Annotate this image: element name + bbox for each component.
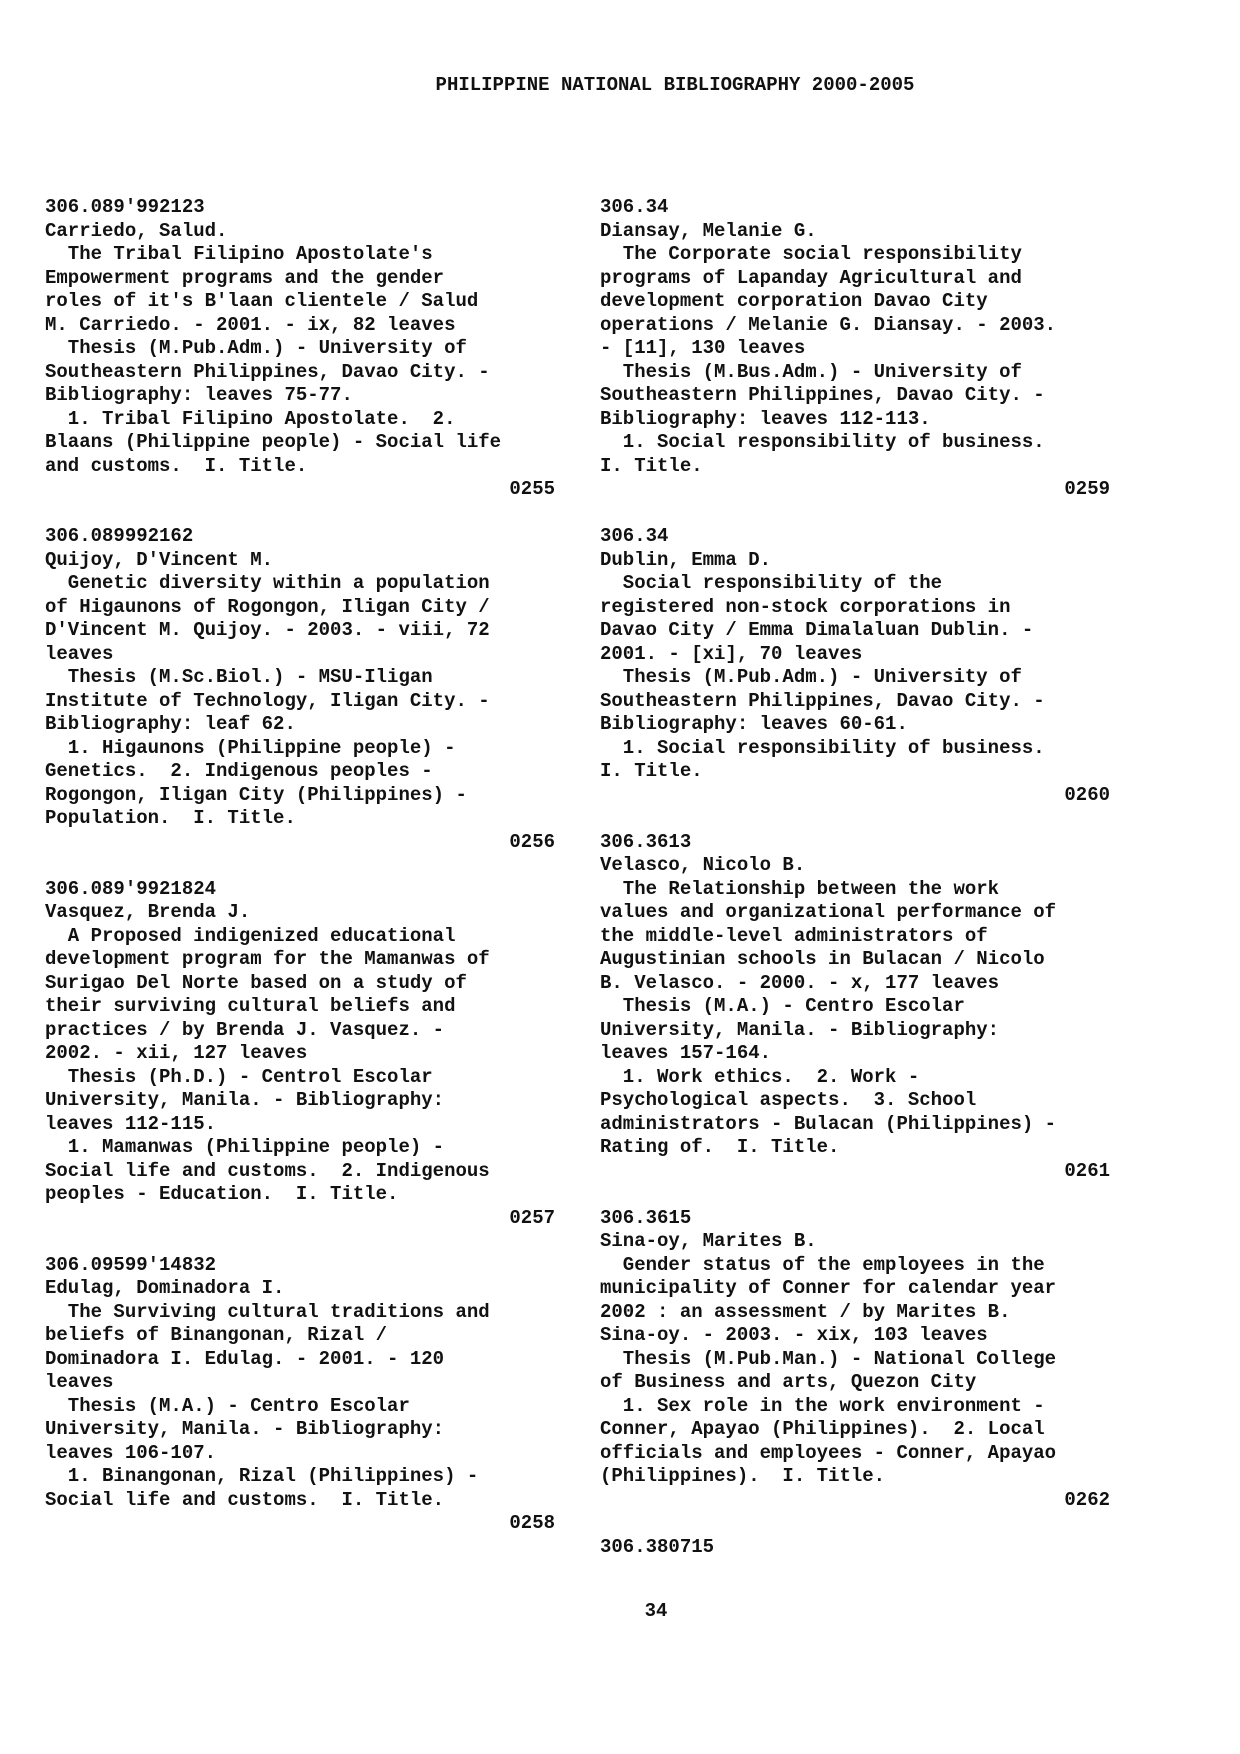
entry-line: Surigao Del Norte based on a study of <box>45 971 467 994</box>
entry-line: Rating of. I. Title. <box>600 1136 840 1158</box>
entry-line: Thesis (M.Pub.Man.) - National College <box>600 1347 1057 1370</box>
entry-line: Southeastern Philippines, Davao City. - <box>600 384 1045 406</box>
entry-author: Dublin, Emma D. <box>600 548 772 571</box>
right-column <box>600 196 1110 1559</box>
call-number: 306.089'992123 <box>45 196 205 218</box>
entry-line: The Corporate social responsibility <box>600 243 1022 265</box>
entry-line: Sina-oy. - 2003. - xix, 103 leaves <box>600 1324 988 1346</box>
entry-line: I. Title. <box>600 760 703 782</box>
entry-author: Quijoy, D'Vincent M. <box>45 548 274 571</box>
entry-line: - [11], 130 leaves <box>600 337 806 359</box>
entry-author: Carriedo, Salud. <box>45 219 228 242</box>
entry-line: development program for the Mamanwas of <box>45 948 490 970</box>
entry-line: Psychological aspects. 3. School <box>600 1089 977 1111</box>
entry-line: Bibliography: leaf 62. <box>45 713 296 735</box>
entry-line: Dominadora I. Edulag. - 2001. - 120 <box>45 1347 445 1370</box>
page-number: 34 <box>644 1600 668 1622</box>
bibliography-entry <box>45 1254 555 1536</box>
entry-line: D'Vincent M. Quijoy. - 2003. - viii, 72 <box>45 619 490 641</box>
bibliography-entry <box>600 831 1110 1184</box>
entry-number: 0258 <box>509 1512 555 1534</box>
entry-line: University, Manila. - Bibliography: <box>45 1089 445 1111</box>
entry-line: operations / Melanie G. Diansay. - 2003. <box>600 313 1057 336</box>
entry-line: leaves 112-115. <box>45 1112 217 1135</box>
entry-line: 1. Social responsibility of business. <box>600 736 1045 759</box>
entry-line: I. Title. <box>600 454 703 477</box>
call-number: 306.34 <box>600 525 669 547</box>
entry-line: Thesis (M.Sc.Biol.) - MSU-Iligan <box>45 666 433 688</box>
entry-line: Augustinian schools in Bulacan / Nicolo <box>600 948 1045 970</box>
entry-number: 0256 <box>509 830 555 853</box>
entry-line: Thesis (M.A.) - Centro Escolar <box>600 995 965 1017</box>
entry-line: 1. Tribal Filipino Apostolate. 2. <box>45 407 456 430</box>
entry-line: Thesis (M.A.) - Centro Escolar <box>45 1394 410 1417</box>
entry-line: Southeastern Philippines, Davao City. - <box>600 689 1045 712</box>
entry-line: The Tribal Filipino Apostolate's <box>45 243 433 265</box>
entry-line: Rogongon, Iligan City (Philippines) - <box>45 783 467 806</box>
entry-line: Bibliography: leaves 75-77. <box>45 384 353 406</box>
entry-line: 1. Binangonan, Rizal (Philippines) - <box>45 1465 479 1487</box>
entry-line: values and organizational performance of <box>600 901 1057 923</box>
entry-author: Diansay, Melanie G. <box>600 219 817 242</box>
entry-line: Population. I. Title. <box>45 807 296 829</box>
bibliography-entry <box>45 525 555 854</box>
entry-line: The Relationship between the work <box>600 877 1000 900</box>
entry-number: 0259 <box>1064 478 1110 500</box>
entry-line: Blaans (Philippine people) - Social life <box>45 431 502 453</box>
entry-line: Conner, Apayao (Philippines). 2. Local <box>600 1418 1045 1440</box>
entry-line: B. Velasco. - 2000. - x, 177 leaves <box>600 971 1000 994</box>
entry-line: officials and employees - Conner, Apayao <box>600 1441 1057 1464</box>
entry-line: Social responsibility of the <box>600 572 943 594</box>
entry-line: Thesis (M.Bus.Adm.) - University of <box>600 360 1022 383</box>
entry-line: Bibliography: leaves 60-61. <box>600 713 908 735</box>
bibliography-entry <box>45 878 555 1231</box>
entry-line: University, Manila. - Bibliography: <box>45 1418 445 1440</box>
call-number: 306.380715 <box>600 1535 715 1558</box>
left-column <box>45 196 555 1559</box>
bibliography-entry <box>600 1207 1110 1513</box>
entry-line: roles of it's B'laan clientele / Salud <box>45 290 479 312</box>
entry-line: 1. Mamanwas (Philippine people) - <box>45 1136 445 1158</box>
entry-line: University, Manila. - Bibliography: <box>600 1018 1000 1041</box>
entry-line: 2002 : an assessment / by Marites B. <box>600 1300 1011 1323</box>
entry-line: 1. Work ethics. 2. Work - <box>600 1065 920 1088</box>
entry-line: Institute of Technology, Iligan City. - <box>45 689 490 712</box>
entry-line: 2002. - xii, 127 leaves <box>45 1042 308 1064</box>
entry-author: Edulag, Dominadora I. <box>45 1277 285 1299</box>
entry-line: Genetic diversity within a population <box>45 572 490 594</box>
entry-line: leaves <box>45 642 114 665</box>
entry-line: practices / by Brenda J. Vasquez. - <box>45 1018 445 1041</box>
entry-line: leaves <box>45 1371 114 1393</box>
entry-line: Thesis (M.Pub.Adm.) - University of <box>45 337 467 359</box>
call-number: 306.34 <box>600 196 669 218</box>
entry-line: their surviving cultural beliefs and <box>45 995 456 1017</box>
entry-line: Thesis (M.Pub.Adm.) - University of <box>600 666 1022 688</box>
entry-line: Bibliography: leaves 112-113. <box>600 407 931 430</box>
entry-line: The Surviving cultural traditions and <box>45 1300 490 1323</box>
entry-author: Vasquez, Brenda J. <box>45 901 251 923</box>
call-number: 306.3615 <box>600 1206 692 1229</box>
entry-line: 1. Sex role in the work environment - <box>600 1394 1045 1417</box>
entry-line: Genetics. 2. Indigenous peoples - <box>45 760 433 782</box>
entry-line: 1. Higaunons (Philippine people) - <box>45 736 456 759</box>
entry-line: administrators - Bulacan (Philippines) - <box>600 1112 1057 1135</box>
call-number: 306.089992162 <box>45 525 194 547</box>
entry-line: beliefs of Binangonan, Rizal / <box>45 1324 388 1346</box>
bibliography-entry <box>600 525 1110 807</box>
entry-number: 0260 <box>1064 783 1110 806</box>
entry-line: 2001. - [xi], 70 leaves <box>600 642 863 665</box>
entry-line: municipality of Conner for calendar year <box>600 1277 1057 1299</box>
call-number: 306.09599'14832 <box>45 1253 217 1276</box>
entry-author: Sina-oy, Marites B. <box>600 1230 817 1252</box>
entry-line: leaves 106-107. <box>45 1441 217 1464</box>
entry-line: registered non-stock corporations in <box>600 595 1011 618</box>
entry-line: programs of Lapanday Agricultural and <box>600 266 1022 289</box>
entry-line: Southeastern Philippines, Davao City. - <box>45 360 490 383</box>
entry-line: Social life and customs. I. Title. <box>45 1488 445 1511</box>
entry-line: leaves 157-164. <box>600 1042 772 1064</box>
entry-line: 1. Social responsibility of business. <box>600 431 1045 453</box>
bibliography-entry <box>600 196 1110 502</box>
call-number: 306.089'9921824 <box>45 877 217 900</box>
entry-line: peoples - Education. I. Title. <box>45 1183 399 1205</box>
entry-line: (Philippines). I. Title. <box>600 1465 886 1487</box>
entry-author: Velasco, Nicolo B. <box>600 854 806 876</box>
entry-line: and customs. I. Title. <box>45 454 308 477</box>
entry-line: of Business and arts, Quezon City <box>600 1371 977 1393</box>
call-number: 306.3613 <box>600 830 692 853</box>
entry-line: Empowerment programs and the gender <box>45 266 445 289</box>
entry-line: Davao City / Emma Dimalaluan Dublin. - <box>600 619 1034 641</box>
entry-line: M. Carriedo. - 2001. - ix, 82 leaves <box>45 313 456 336</box>
entry-line: Social life and customs. 2. Indigenous <box>45 1159 490 1182</box>
entry-line: of Higaunons of Rogongon, Iligan City / <box>45 595 490 618</box>
entry-number: 0255 <box>509 478 555 500</box>
page-header: PHILIPPINE NATIONAL BIBLIOGRAPHY 2000-2005 <box>435 74 915 96</box>
entry-line: the middle-level administrators of <box>600 924 988 947</box>
bibliography-entry <box>45 196 555 502</box>
entry-number: 0261 <box>1064 1159 1110 1182</box>
entry-line: A Proposed indigenized educational <box>45 924 456 947</box>
entry-line: Gender status of the employees in the <box>600 1253 1045 1276</box>
entry-number: 0262 <box>1064 1488 1110 1511</box>
entry-number: 0257 <box>509 1206 555 1229</box>
entry-line: development corporation Davao City <box>600 290 988 312</box>
entry-line: Thesis (Ph.D.) - Centrol Escolar <box>45 1065 433 1088</box>
